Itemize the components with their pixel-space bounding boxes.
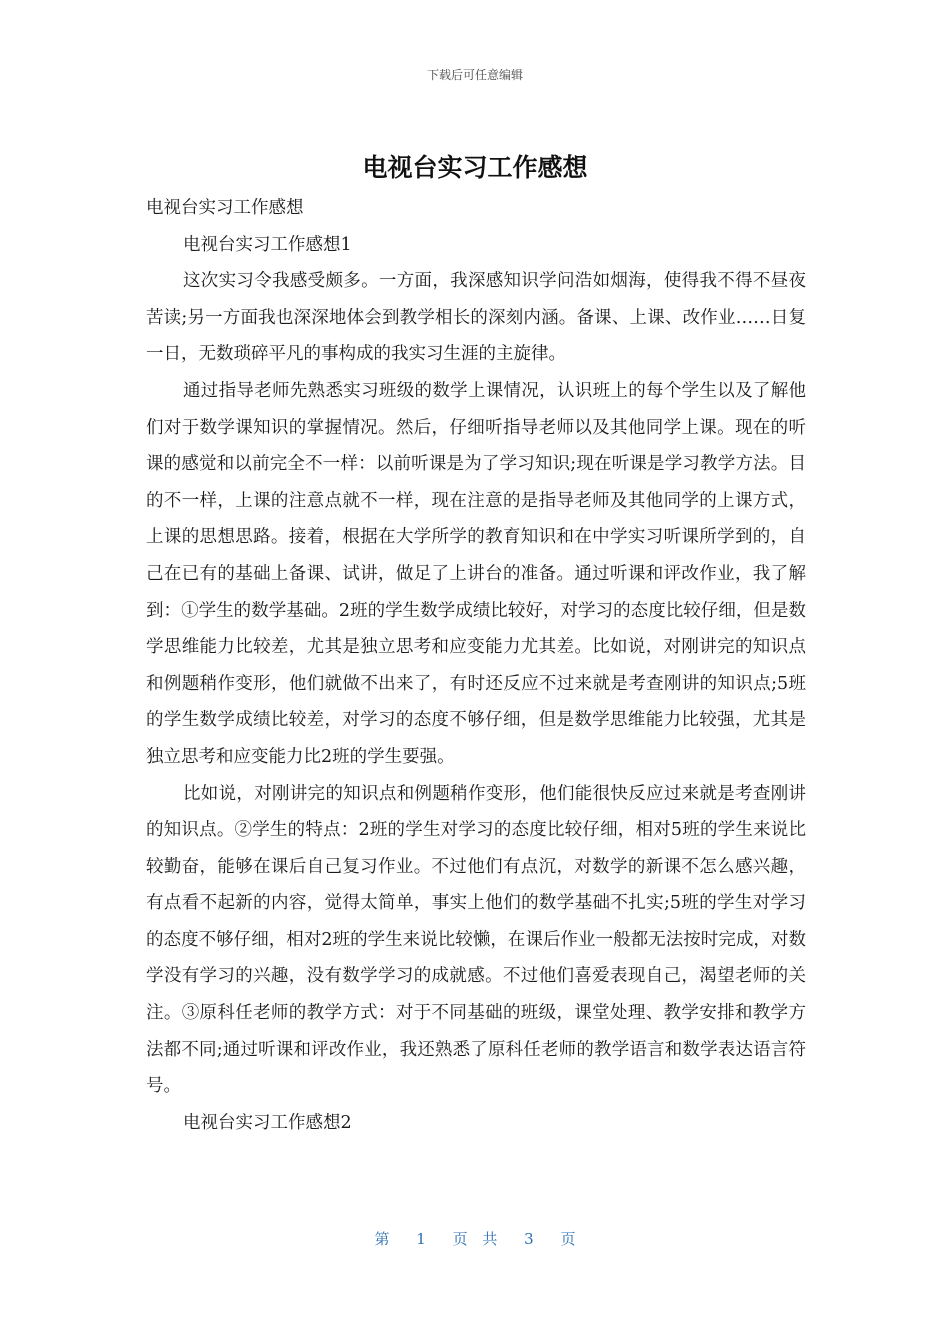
- paragraph-heading: 电视台实习工作感想: [146, 198, 304, 218]
- section-heading-1: 电视台实习工作感想1: [183, 234, 352, 255]
- total-pages-number: 3: [524, 1230, 534, 1248]
- current-page-number: 1: [416, 1230, 426, 1248]
- footer-label-page: 第: [374, 1230, 390, 1248]
- paragraph: 通过指导老师先熟悉实习班级的数学上课情况，认识班上的每个学生以及了解他们对于数学课知识的掌握情况。然后，仔细听指导老师以及其他同学上课。现在的听课的感觉和以前完全不一样：以前听课是为了学习知识;现在听课是学习教学方法。目的不一样，上课的注意点就不一样，现在注意的是指导老师及其他同学的上课方式，上课的思想思路。接着，根据在大学所学的教育知识和在中学实习听课所学到的，自己在已有的基础上备课、试讲，做足了上讲台的准备。通过听课和评改作业，我了解到：①学生的数学基础。2班的学生数学成绩比较好，对学习的态度比较仔细，但是数学思维能力比较差，尤其是独立思考和应变能力尤其差。比如说，对刚讲完的知识点和例题稍作变形，他们就做不出来了，有时还反应不过来就是考查刚讲的知识点;5班的学生数学成绩比较差，对学习的态度不够仔细，但是数学思维能力比较强，尤其是独立思考和应变能力比2班的学生要强。: [146, 380, 806, 767]
- footer-label-of: 页 共: [452, 1230, 498, 1248]
- page-footer: [0, 1228, 950, 1249]
- header-note: 下载后可任意编辑: [426, 68, 523, 82]
- footer-label-pages: 页: [560, 1230, 576, 1248]
- document-body: [146, 190, 806, 1141]
- section-heading-2: 电视台实习工作感想2: [183, 1112, 352, 1133]
- document-title: 电视台实习工作感想: [362, 153, 588, 182]
- paragraph: 这次实习令我感受颇多。一方面，我深感知识学问浩如烟海，使得我不得不昼夜苦读;另一方面我也深深地体会到教学相长的深刻内涵。备课、上课、改作业……日复一日，无数琐碎平凡的事构成的我实习生涯的主旋律。: [146, 271, 806, 365]
- paragraph: 比如说，对刚讲完的知识点和例题稍作变形，他们能很快反应过来就是考查刚讲的知识点。②学生的特点：2班的学生对学习的态度比较仔细，相对5班的学生来说比较勤奋，能够在课后自己复习作业。不过他们有点沉，对数学的新课不怎么感兴趣，有点看不起新的内容，觉得太简单，事实上他们的数学基础不扎实;5班的学生对学习的态度不够仔细，相对2班的学生来说比较懒，在课后作业一般都无法按时完成，对数学没有学习的兴趣，没有数学学习的成就感。不过他们喜爱表现自己，渴望老师的关注。③原科任老师的教学方式：对于不同基础的班级，课堂处理、教学安排和教学方法都不同;通过听课和评改作业，我还熟悉了原科任老师的教学语言和数学表达语言符号。: [146, 783, 806, 1097]
